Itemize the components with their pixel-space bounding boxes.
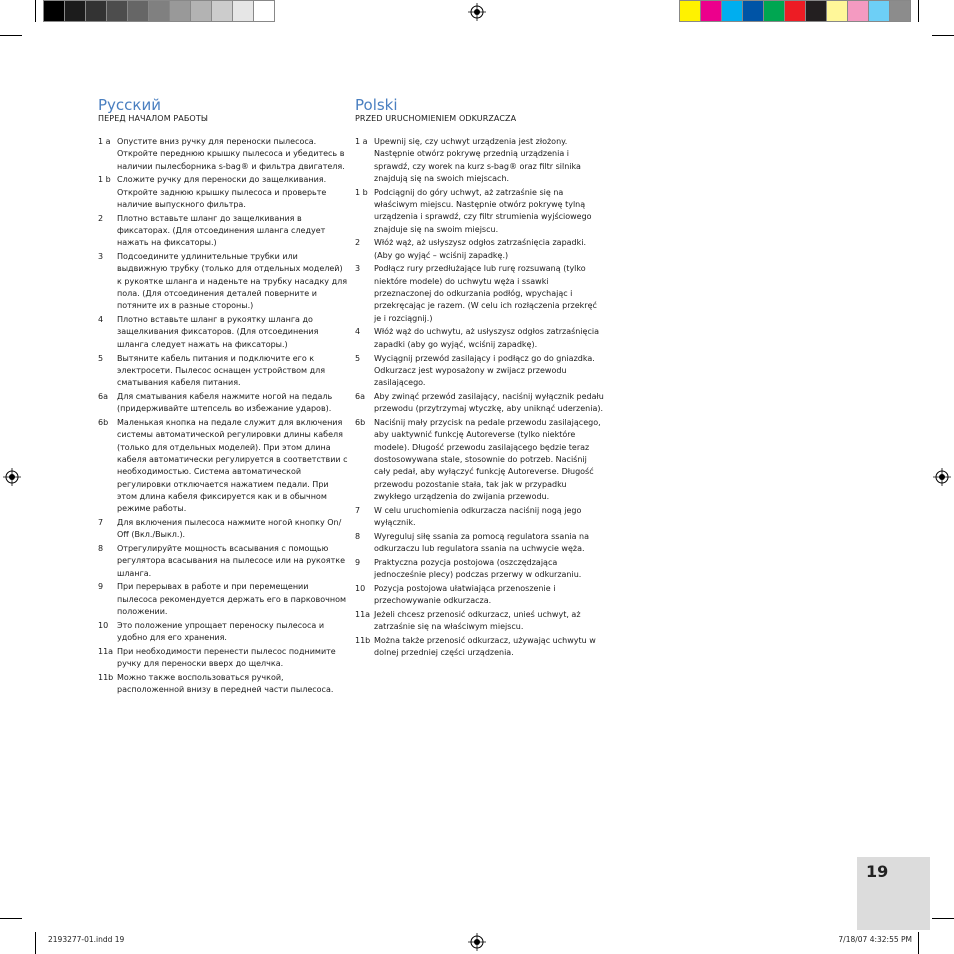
- step-number: 7: [98, 517, 104, 527]
- polish-instruction-item: [355, 391, 605, 416]
- page-number: 19: [866, 862, 889, 881]
- russian-instruction-list: [98, 136, 348, 697]
- polish-column: [355, 96, 605, 661]
- crop-mark: [0, 35, 22, 36]
- step-number: 11a: [355, 609, 371, 619]
- crop-mark: [0, 918, 22, 919]
- step-number: 3: [98, 252, 104, 262]
- step-text: Wyreguluj siłę ssania za pomocą regulatora ssania na odkurzaczu lub regulatora ssania na uchwycie węża.: [374, 531, 590, 553]
- step-number: 10: [98, 620, 109, 630]
- polish-instruction-item: [355, 326, 605, 351]
- step-number: 1 b: [98, 175, 111, 185]
- russian-instruction-item: [98, 417, 348, 515]
- color-swatch: [211, 0, 233, 22]
- step-number: 2: [98, 213, 104, 223]
- polish-instruction-list: [355, 136, 605, 660]
- step-text: Włóż wąż do uchwytu, aż usłyszysz odgłos zatrzaśnięcia zapadki (aby go wyjąć, wciśnij zapadkę).: [374, 327, 599, 349]
- step-text: Naciśnij mały przycisk na pedale przewodu zasilającego, aby uaktywnić funkcję Autoreverse (tylko niektóre modele). Długość przewodu zasilającego będzie teraz dostosowywana stale, stosownie do potrzeb. Naciśnij cały pedał, aby wyłączyć funkcję Autoreverse. Długość przewodu pozostanie stała, tak jak w przypadku zwykłego urządzenia do zwijania przewodu.: [374, 418, 601, 501]
- step-text: Podłącz rury przedłużające lub rurę rozsuwaną (tylko niektóre modele) do uchwytu węża i ssawki przeznaczonej do odkurzania podłóg, wpychając i przekręcając je razem. (W celu ich rozłączenia przekręć je i rozciągnij.): [374, 264, 597, 323]
- polish-instruction-item: [355, 263, 605, 324]
- step-number: 1 b: [355, 187, 368, 197]
- color-swatch: [85, 0, 107, 22]
- step-text: Отрегулируйте мощность всасывания с помощью регулятора всасывания на пылесосе или на рукоятке шланга.: [117, 544, 345, 578]
- polish-instruction-item: [355, 505, 605, 530]
- registration-mark-icon: [468, 3, 486, 21]
- step-number: 8: [355, 531, 361, 541]
- step-number: 6a: [98, 391, 108, 401]
- color-swatch: [784, 0, 806, 22]
- step-number: 3: [355, 264, 361, 274]
- step-text: Aby zwinąć przewód zasilający, naciśnij wyłącznik pedału przewodu (przytrzymaj wtyczkę, aby uniknąć uderzenia).: [374, 391, 604, 414]
- grayscale-color-bar: [44, 0, 275, 22]
- step-number: 6b: [355, 418, 366, 428]
- step-number: 6b: [98, 418, 109, 428]
- step-text: При необходимости перенести пылесос поднимите ручку для переноски вверх до щелчка.: [117, 646, 336, 669]
- step-text: Praktyczna pozycja postojowa (oszczędzająca jednocześnie plecy) podczas przerwy w odkurzaniu.: [374, 557, 582, 580]
- russian-instruction-item: [98, 136, 348, 173]
- step-text: Опустите вниз ручку для переноски пылесоса. Откройте переднюю крышку пылесоса и убедитесь в наличии пылесборника s-bag® и фильтра двигателя.: [117, 137, 345, 171]
- crop-mark: [35, 932, 36, 954]
- step-number: 1 a: [355, 137, 368, 146]
- russian-instruction-item: [98, 543, 348, 580]
- color-swatch: [889, 0, 911, 22]
- color-swatch: [148, 0, 170, 22]
- crop-mark: [918, 0, 919, 22]
- crop-mark: [932, 35, 954, 36]
- polish-instruction-item: [355, 417, 605, 503]
- step-text: W celu uruchomienia odkurzacza naciśnij nogą jego wyłącznik.: [374, 505, 582, 527]
- step-number: 1 a: [98, 137, 111, 146]
- color-swatch: [232, 0, 254, 22]
- polish-instruction-item: [355, 531, 605, 556]
- step-text: Вытяните кабель питания и подключите его к электросети. Пылесос оснащен устройством для сматывания кабеля питания.: [117, 353, 326, 388]
- step-number: 11b: [355, 636, 371, 646]
- step-number: 7: [355, 505, 361, 515]
- page-number-box: [857, 857, 930, 930]
- process-color-bar: [680, 0, 911, 22]
- polish-subtitle: PRZED URUCHOMIENIEM ODKURZACZA: [355, 114, 517, 123]
- russian-instruction-item: [98, 314, 348, 351]
- slug-file-info: 2193277-01.indd 19: [48, 935, 125, 944]
- russian-instruction-item: [98, 517, 348, 542]
- color-swatch: [742, 0, 764, 22]
- russian-instruction-item: [98, 672, 348, 697]
- step-number: 4: [98, 315, 104, 325]
- step-text: Для включения пылесоса нажмите ногой кнопку On/ Off (Вкл./Выкл.).: [117, 517, 342, 540]
- step-number: 9: [98, 582, 104, 592]
- color-swatch: [253, 0, 275, 22]
- color-swatch: [190, 0, 212, 22]
- russian-instruction-item: [98, 581, 348, 618]
- step-number: 5: [355, 353, 361, 363]
- slug-date-info: 7/18/07 4:32:55 PM: [838, 935, 912, 944]
- crop-mark: [35, 0, 36, 22]
- color-swatch: [763, 0, 785, 22]
- polish-title: Polski: [355, 96, 398, 114]
- registration-mark-icon: [933, 468, 951, 486]
- color-swatch: [127, 0, 149, 22]
- crop-mark: [932, 918, 954, 919]
- polish-instruction-item: [355, 635, 605, 660]
- step-number: 10: [355, 583, 366, 593]
- step-number: 5: [98, 353, 104, 363]
- step-text: Можно также воспользоваться ручкой, расположенной внизу в передней части пылесоса.: [117, 672, 334, 695]
- polish-instruction-item: [355, 353, 605, 390]
- step-text: Маленькая кнопка на педале служит для включения системы автоматической регулировки длины кабеля (только для отдельных моделей). При этом длина кабеля автоматически регулируется в соответствии с необходимостью. Система автоматической регулировки отключается нажатием педали. При этом длина кабеля фиксируется как и в обычном режиме работы.: [117, 418, 348, 514]
- polish-instruction-item: [355, 136, 605, 185]
- russian-column: [98, 96, 348, 698]
- step-text: Плотно вставьте шланг до защелкивания в фиксаторах. (Для отсоединения шланга следует нажать на фиксаторы.): [117, 213, 326, 248]
- step-text: Для сматывания кабеля нажмите ногой на педаль (придерживайте штепсель во избежание ударов).: [117, 391, 333, 414]
- polish-instruction-item: [355, 609, 605, 634]
- polish-instruction-item: [355, 237, 605, 262]
- russian-instruction-item: [98, 646, 348, 671]
- color-swatch: [106, 0, 128, 22]
- step-text: При перерывах в работе и при перемещении пылесоса рекомендуется держать его в парковочном положении.: [117, 582, 347, 616]
- russian-instruction-item: [98, 213, 348, 250]
- russian-instruction-item: [98, 620, 348, 645]
- step-text: Это положение упрощает переноску пылесоса и удобно для его хранения.: [117, 620, 325, 643]
- step-number: 6a: [355, 391, 365, 401]
- russian-instruction-item: [98, 174, 348, 211]
- russian-instruction-item: [98, 251, 348, 312]
- russian-title: Русский: [98, 96, 161, 114]
- color-swatch: [805, 0, 827, 22]
- step-text: Upewnij się, czy uchwyt urządzenia jest złożony. Następnie otwórz pokrywę przednią urządzenia i sprawdź, czy worek na kurz s-bag® oraz filtr silnika znajdują się na swoich miejscach.: [374, 137, 581, 183]
- russian-instruction-item: [98, 391, 348, 416]
- color-swatch: [679, 0, 701, 22]
- registration-mark-icon: [468, 933, 486, 951]
- russian-subtitle: ПЕРЕД НАЧАЛОМ РАБОТЫ: [98, 114, 208, 123]
- color-swatch: [847, 0, 869, 22]
- step-number: 11b: [98, 672, 114, 682]
- registration-mark-icon: [3, 468, 21, 486]
- crop-mark: [918, 932, 919, 954]
- color-swatch: [721, 0, 743, 22]
- step-text: Плотно вставьте шланг в рукоятку шланга до защелкивания фиксаторов. (Для отсоединения шланга следует нажать на фиксаторы.): [117, 315, 319, 349]
- step-text: Można także przenosić odkurzacz, używając uchwytu w dolnej przedniej części urządzenia.: [374, 636, 596, 658]
- step-number: 8: [98, 544, 104, 553]
- step-number: 4: [355, 327, 361, 337]
- step-text: Jeżeli chcesz przenosić odkurzacz, unieś uchwyt, aż zatrzaśnie się na właściwym miejscu.: [374, 609, 581, 632]
- step-number: 2: [355, 238, 361, 248]
- step-number: 9: [355, 557, 361, 567]
- color-swatch: [700, 0, 722, 22]
- color-swatch: [43, 0, 65, 22]
- polish-instruction-item: [355, 583, 605, 608]
- color-swatch: [169, 0, 191, 22]
- step-text: Włóż wąż, aż usłyszysz odgłos zatrzaśnięcia zapadki. (Aby go wyjąć – wciśnij zapadkę.): [374, 238, 587, 260]
- step-text: Podciągnij do góry uchwyt, aż zatrzaśnie się na właściwym miejscu. Następnie otwórz pokrywę tylną urządzenia i sprawdź, czy filtr strumienia wyjściowego znajduje się na swoim miejscu.: [374, 187, 592, 234]
- polish-instruction-item: [355, 557, 605, 582]
- step-text: Сложите ручку для переноски до защелкивания. Откройте заднюю крышку пылесоса и проверьте наличие выпускного фильтра.: [117, 175, 327, 209]
- step-text: Подсоедините удлинительные трубки или выдвижную трубку (только для отдельных моделей) к рукоятке шланга и наденьте на трубку насадку для пола. (Для отсоединения деталей поверните и потяните их в разные стороны.): [117, 252, 348, 311]
- russian-instruction-item: [98, 353, 348, 390]
- step-number: 11a: [98, 646, 114, 656]
- color-swatch: [868, 0, 890, 22]
- step-text: Pozycja postojowa ułatwiająca przenoszenie i przechowywanie odkurzacza.: [374, 583, 556, 606]
- polish-instruction-item: [355, 187, 605, 236]
- color-swatch: [826, 0, 848, 22]
- color-swatch: [64, 0, 86, 22]
- step-text: Wyciągnij przewód zasilający i podłącz go do gniazdka. Odkurzacz jest wyposażony w zwijacz przewodu zasilającego.: [374, 353, 595, 388]
